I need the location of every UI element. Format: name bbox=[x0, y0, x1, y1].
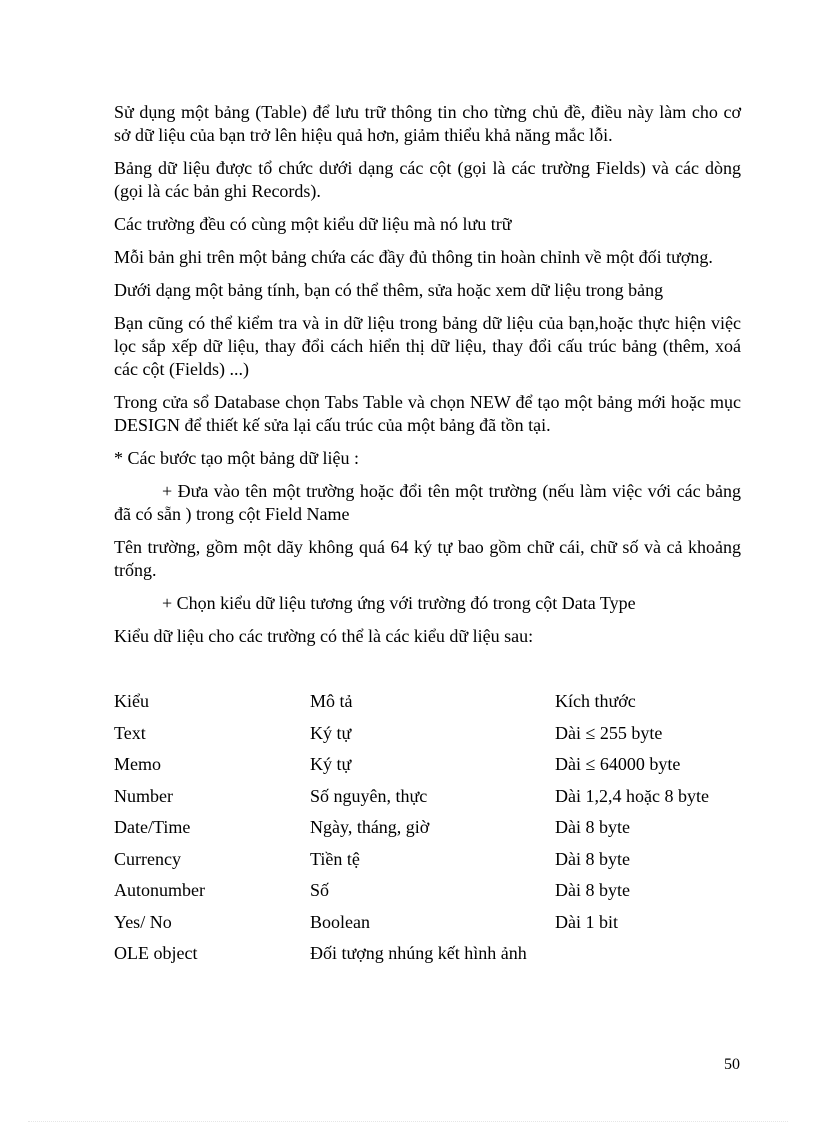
cell-size bbox=[555, 938, 744, 970]
cell-type: Number bbox=[114, 785, 173, 806]
table-row bbox=[114, 907, 744, 939]
cell-description: Số nguyên, thực bbox=[310, 785, 428, 806]
paragraph-data-types-intro: Kiểu dữ liệu cho các trường có thể là các kiểu dữ liệu sau: bbox=[114, 626, 534, 646]
header-description: Mô tả bbox=[310, 691, 353, 712]
cell-type: Date/Time bbox=[114, 817, 191, 838]
cell-size: Dài 1,2,4 hoặc 8 byte bbox=[555, 785, 709, 806]
cell-description: Tiền tệ bbox=[310, 848, 360, 869]
paragraph-table-usage: Sử dụng một bảng (Table) để lưu trữ thông tin cho từng chủ đề, điều này làm cho cơ sở dữ liệu của bạn trở lên hiệu quả hơn, giảm thiểu khả năng mắc lỗi. bbox=[114, 102, 741, 145]
cell-size: Dài 8 byte bbox=[555, 817, 630, 838]
step-field-name: + Đưa vào tên một trường hoặc đổi tên một trường (nếu làm việc với các bảng đã có sẵn ) trong cột Field Name bbox=[114, 481, 741, 524]
table-row bbox=[114, 844, 744, 876]
header-type: Kiểu bbox=[114, 691, 149, 712]
cell-size: Dài ≤ 255 byte bbox=[555, 722, 663, 743]
cell-description: Ngày, tháng, giờ bbox=[310, 817, 430, 838]
cell-description: Đối tượng nhúng kết hình ảnh bbox=[310, 943, 527, 964]
cell-size: Dài ≤ 64000 byte bbox=[555, 754, 681, 775]
paragraph-field-types: Các trường đều có cùng một kiểu dữ liệu mà nó lưu trữ bbox=[114, 214, 512, 234]
cell-description: Số bbox=[310, 880, 330, 901]
table-header-row bbox=[114, 686, 744, 718]
paragraph-data-operations: Bạn cũng có thể kiểm tra và in dữ liệu trong bảng dữ liệu của bạn,hoặc thực hiện việc lọc sắp xếp dữ liệu, thay đổi cách hiển thị dữ liệu, thay đổi cấu trúc bảng (thêm, xoá các cột (Fields) ...) bbox=[114, 313, 741, 379]
page-number: 50 bbox=[724, 1056, 740, 1073]
cell-type: Text bbox=[114, 722, 146, 743]
cell-type: Currency bbox=[114, 848, 181, 869]
table-row bbox=[114, 812, 744, 844]
table-row bbox=[114, 781, 744, 813]
document-body bbox=[114, 101, 741, 970]
paragraph-records: Mỗi bản ghi trên một bảng chứa các đầy đủ thông tin hoàn chỉnh về một đối tượng. bbox=[114, 247, 713, 267]
cell-type: Autonumber bbox=[114, 880, 205, 901]
page-bottom-divider bbox=[28, 1121, 788, 1122]
cell-size: Dài 1 bit bbox=[555, 911, 618, 932]
paragraph-datasheet: Dưới dạng một bảng tính, bạn có thể thêm, sửa hoặc xem dữ liệu trong bảng bbox=[114, 280, 664, 300]
cell-type: OLE object bbox=[114, 943, 198, 964]
table-row bbox=[114, 718, 744, 750]
cell-type: Yes/ No bbox=[114, 911, 172, 932]
header-size: Kích thước bbox=[555, 691, 636, 712]
table-row bbox=[114, 875, 744, 907]
steps-heading: * Các bước tạo một bảng dữ liệu : bbox=[114, 448, 359, 468]
paragraph-database-window: Trong cửa sổ Database chọn Tabs Table và chọn NEW để tạo một bảng mới hoặc mục DESIGN để thiết kế sửa lại cấu trúc của một bảng đã tồn tại. bbox=[114, 392, 741, 435]
data-types-table bbox=[114, 686, 744, 970]
table-row bbox=[114, 749, 744, 781]
cell-size: Dài 8 byte bbox=[555, 848, 630, 869]
cell-type: Memo bbox=[114, 754, 161, 775]
cell-size: Dài 8 byte bbox=[555, 880, 630, 901]
step-data-type: + Chọn kiểu dữ liệu tương ứng với trường đó trong cột Data Type bbox=[162, 593, 636, 613]
cell-description: Boolean bbox=[310, 911, 370, 932]
cell-description: Ký tự bbox=[310, 722, 352, 743]
table-row bbox=[114, 938, 744, 970]
cell-description: Ký tự bbox=[310, 754, 352, 775]
paragraph-table-structure: Bảng dữ liệu được tổ chức dưới dạng các cột (gọi là các trường Fields) và các dòng (gọi là các bản ghi Records). bbox=[114, 158, 741, 201]
paragraph-field-name-rule: Tên trường, gồm một dãy không quá 64 ký tự bao gồm chữ cái, chữ số và cả khoảng trống. bbox=[114, 537, 741, 580]
